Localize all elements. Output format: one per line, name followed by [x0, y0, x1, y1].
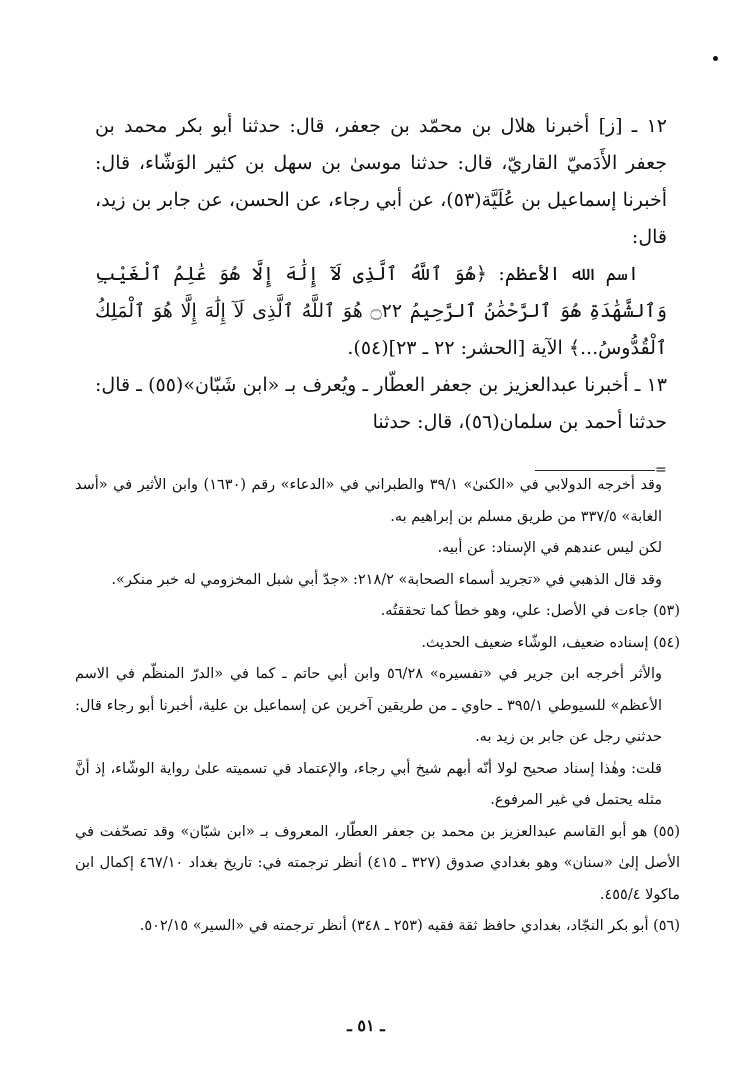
quran-ayah: ﴿هُوَ ٱللَّهُ ٱلَّذِى لَآ إِلَٰهَ إِلَّا هُوَ عَٰلِمُ ٱلْغَيْبِ وَٱلشَّهَٰدَةِ هُوَ ٱلرَّحْمَٰنُ ٱلرَّحِيمُ ۝٢٢ هُوَ ٱللَّهُ ٱلَّذِى لَآ إِلَٰهَ إِلَّا هُوَ ٱلْمَلِكُ ٱلْقُدُّوسُ...﴾ — [95, 263, 667, 359]
footnote-54-detail: والأثر أخرجه ابن جرير في «تفسيره» ٥٦/٢٨ وابن أبي حاتم ـ كما في «الدرّ المنظّم في الاسم الأعظم» للسيوطي ٣٩٥/١ ـ حاوي ـ من طريقين آخرين عن إسماعيل بن علية، أخبرنا أبو رجاء قال: حدثني رجل عن جابر بن زيد به. — [75, 666, 662, 745]
matn-intro: اسم الله الأعظم: — [498, 263, 640, 285]
footnote-54-comment: قلت: وهٰذا إسناد صحيح لولا أنّه أبهم شيخ أبي رجاء، والإعتماد في تسميته علىٰ رواية الوشّاء، إذ أنَّ مثله يحتمل في غير المرفوع. — [75, 760, 662, 808]
footnote-54: (٥٤) إسناده ضعيف، الوشّاء ضعيف الحديث. — [421, 634, 680, 651]
footnote-55: (٥٥) هو أبو القاسم عبدالعزيز بن محمد بن جعفر العطّار، المعروف بـ «ابن شبّان» وقد تصحّفت في الأصل إلىٰ «سنان» وهو بغدادي صدوق (٣٢٧ ـ ٤١٥) أنظر ترجمته في: تاريخ بغداد ٤٦٧/١٠ إكمال ابن ماكولا ٤٥٥/٤. — [75, 823, 681, 903]
footnotes — [75, 470, 680, 943]
main-text — [95, 108, 667, 441]
hadith-12-matn — [95, 256, 667, 367]
footnote-continuation-3: وقد قال الذهبي في «تجريد أسماء الصحابة» ٢١٨/٢: «جدّ أبي شبل المخزومي له خبر منكر». — [111, 571, 662, 588]
ayah-reference: الآية [الحشر: ٢٢ ـ ٢٣](٥٤). — [347, 337, 563, 359]
footnote-continuation-1: وقد أخرجه الدولابي في «الكنىٰ» ٣٩/١ والطبراني في «الدعاء» رقم (١٦٣٠) وابن الأثير في «أسد الغابة» ٣٣٧/٥ من طريق مسلم بن إبراهيم به. — [75, 477, 662, 525]
continuation-mark: = — [655, 462, 667, 478]
footnote-56: (٥٦) أبو بكر النجّاد، بغدادي حافظ ثقة فقيه (٢٥٣ ـ ٣٤٨) أنظر ترجمته في «السير» ٥٠٢/١٥. — [139, 918, 680, 934]
hadith-13: ١٣ ـ أخبرنا عبدالعزيز بن جعفر العطّار ـ ويُعرف بـ «ابن شَبّان»(٥٥) ـ قال: حدثنا أحمد بن سلمان(٥٦)، قال: حدثنا — [95, 374, 667, 433]
footnote-53: (٥٣) جاءت في الأصل: علي، وهو خطأ كما تحققتُه. — [380, 603, 680, 619]
footnote-continuation-2: لكن ليس عندهم في الإسناد: عن أبيه. — [437, 540, 662, 556]
margin-dot — [713, 56, 718, 61]
hadith-12: ١٢ ـ [ز] أخبرنا هلال بن محمّد بن جعفر، قال: حدثنا أبو بكر محمد بن جعفر الأَدَميّ القاريّ، قال: حدثنا موسىٰ بن سهل بن كثير الوَشّاء، قال: أخبرنا إسماعيل بن عُلَيَّة(٥٣)، عن أبي رجاء، عن الحسن، عن جابر بن زيد، قال: — [95, 115, 667, 248]
page-number: ـ ٥١ ـ — [347, 1016, 385, 1035]
